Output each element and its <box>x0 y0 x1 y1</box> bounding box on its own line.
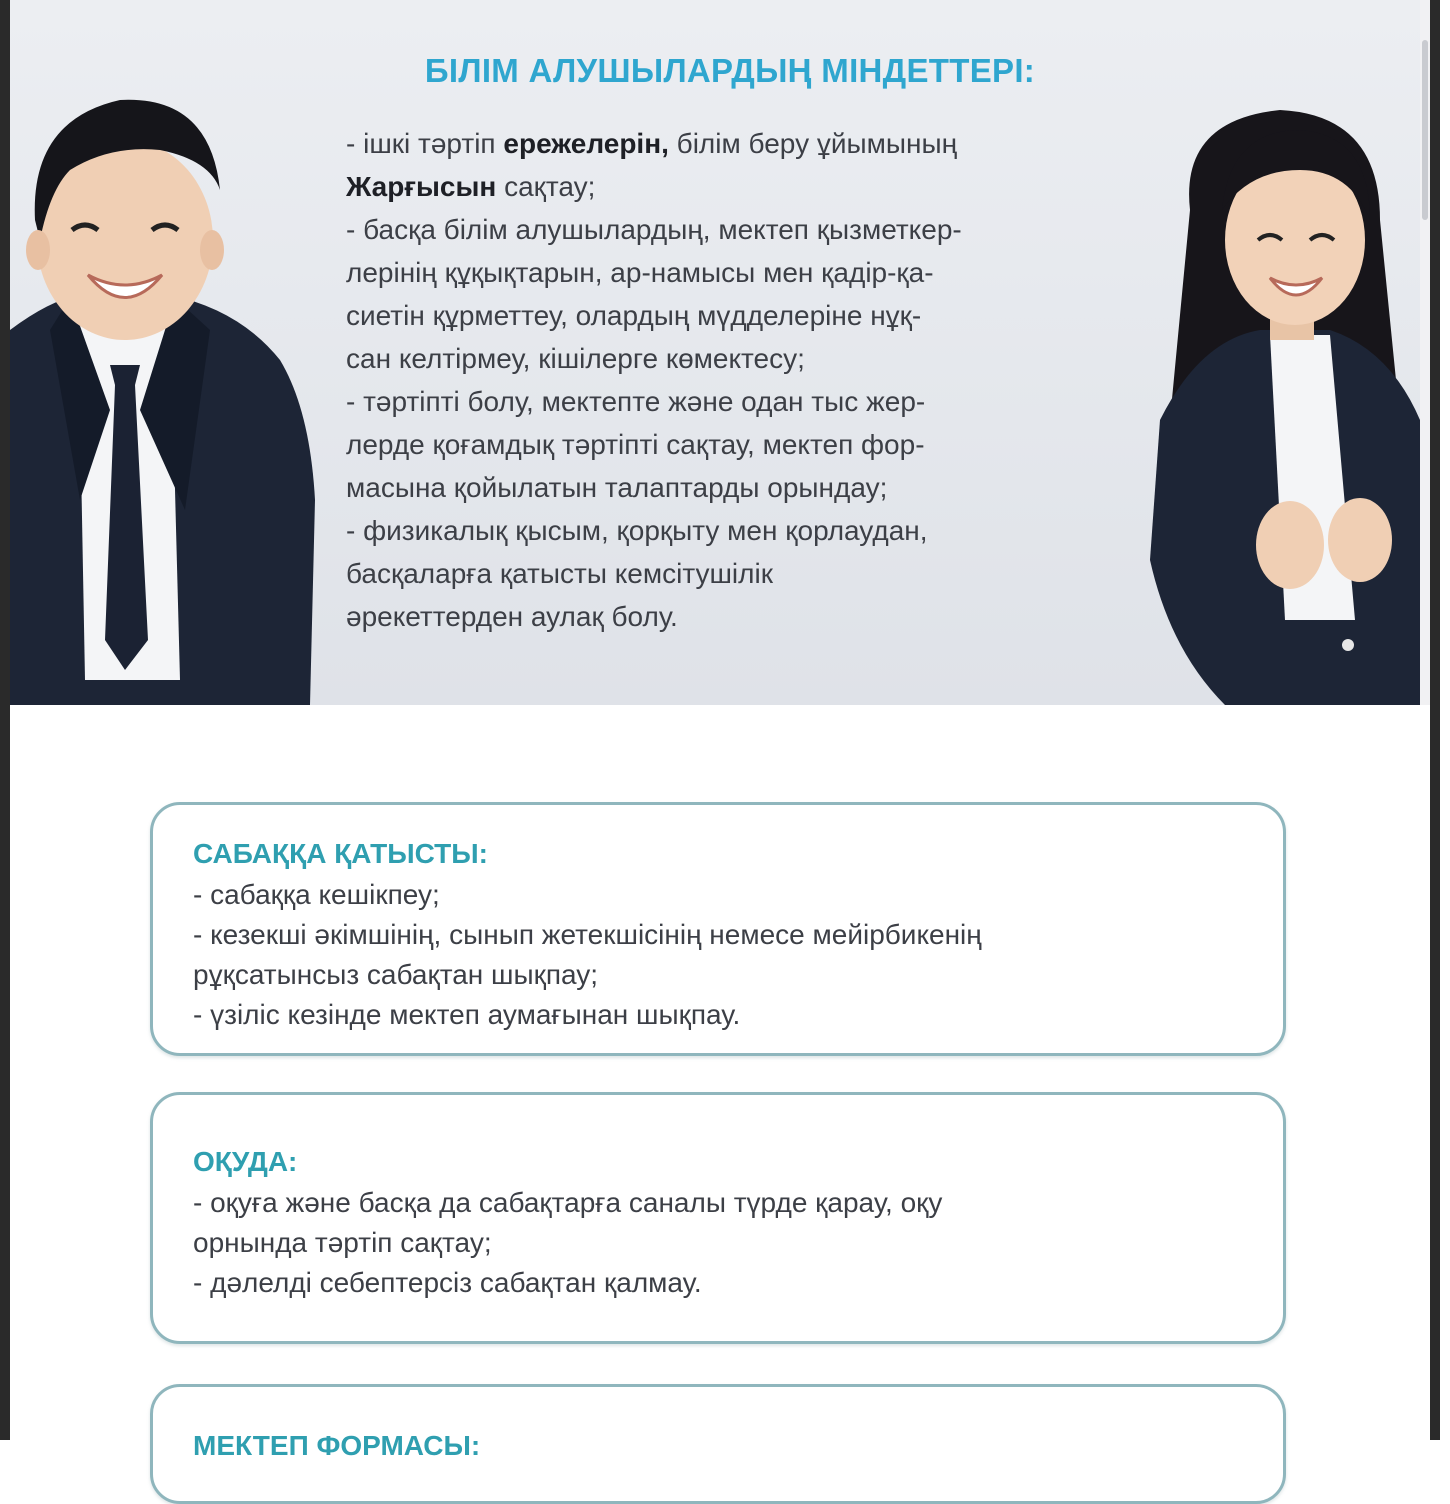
hero-text-line <box>346 380 1136 423</box>
hero-text-line <box>346 552 1136 595</box>
hero-text-line <box>346 595 1136 638</box>
card-title: САБАҚҚА ҚАТЫСТЫ: <box>193 838 488 869</box>
card-studies <box>150 1092 1286 1344</box>
hero-banner <box>10 0 1420 705</box>
frame-left-border <box>0 0 10 1440</box>
hero-text-line <box>346 423 1136 466</box>
cropped-heading-remnant <box>370 0 1110 9</box>
card-school-uniform <box>150 1384 1286 1504</box>
text-fragment: масына қойылатын талаптарды орындау; <box>346 472 888 503</box>
hero-text-line <box>346 165 1136 208</box>
hero-text-line <box>346 337 1136 380</box>
text-fragment: лерінің құқықтарын, ар-намысы мен қадір-қа- <box>346 257 934 288</box>
text-fragment: - физикалық қысым, қорқыту мен қорлаудан, <box>346 515 928 546</box>
hero-text-line <box>346 509 1136 552</box>
hero-title: БІЛІМ АЛУШЫЛАРДЫҢ МІНДЕТТЕРІ: <box>424 52 1036 89</box>
card-line: - оқуға және басқа да сабақтарға саналы түрде қарау, оқу <box>193 1187 943 1218</box>
scrollbar[interactable] <box>1420 0 1430 705</box>
card-line: рұқсатынсыз сабақтан шықпау; <box>193 959 599 990</box>
card-line: - дәлелді себептерсіз сабақтан қалмау. <box>193 1267 702 1298</box>
hero-text-line <box>346 251 1136 294</box>
card-line: - кезекші әкімшінің, сынып жетекшісінің немесе мейірбикенің <box>193 919 982 950</box>
card-line: - үзіліс кезінде мектеп аумағынан шықпау. <box>193 999 741 1030</box>
card-line: орнында тәртіп сақтау; <box>193 1227 492 1258</box>
text-fragment: - басқа білім алушылардың, мектеп қызметкер- <box>346 214 962 245</box>
card-title: МЕКТЕП ФОРМАСЫ: <box>193 1430 481 1461</box>
bold-fragment: Жарғысын <box>346 171 497 202</box>
text-fragment: басқаларға қатысты кемсітушілік <box>346 558 773 589</box>
hero-duties-text <box>346 122 1136 638</box>
card-line: - сабаққа кешікпеу; <box>193 879 440 910</box>
text-fragment: - тәртіпті болу, мектепте және одан тыс жер- <box>346 386 926 417</box>
text-fragment: әрекеттерден аулақ болу. <box>346 601 678 632</box>
bold-fragment: ережелерін, <box>503 128 669 159</box>
card-attendance <box>150 802 1286 1056</box>
hero-text-line <box>346 294 1136 337</box>
text-fragment: лерде қоғамдық тәртіпті сақтау, мектеп фор- <box>346 429 925 460</box>
text-fragment: білім беру ұйымының <box>668 128 958 159</box>
text-fragment: сақтау; <box>496 171 596 202</box>
boy-student-image <box>10 80 340 705</box>
hero-text-line <box>346 466 1136 509</box>
card-title: ОҚУДА: <box>193 1146 298 1177</box>
hero-text-line <box>346 122 1136 165</box>
hero-text-line <box>346 208 1136 251</box>
girl-student-image <box>1130 90 1430 705</box>
frame-right-border <box>1430 0 1440 1440</box>
text-fragment: сан келтірмеу, кішілерге көмектесу; <box>346 343 805 374</box>
text-fragment: сиетін құрметтеу, олардың мүдделеріне нұқ- <box>346 300 922 331</box>
scrollbar-thumb[interactable] <box>1422 40 1428 220</box>
text-fragment: - ішкі тәртіп <box>346 128 504 159</box>
